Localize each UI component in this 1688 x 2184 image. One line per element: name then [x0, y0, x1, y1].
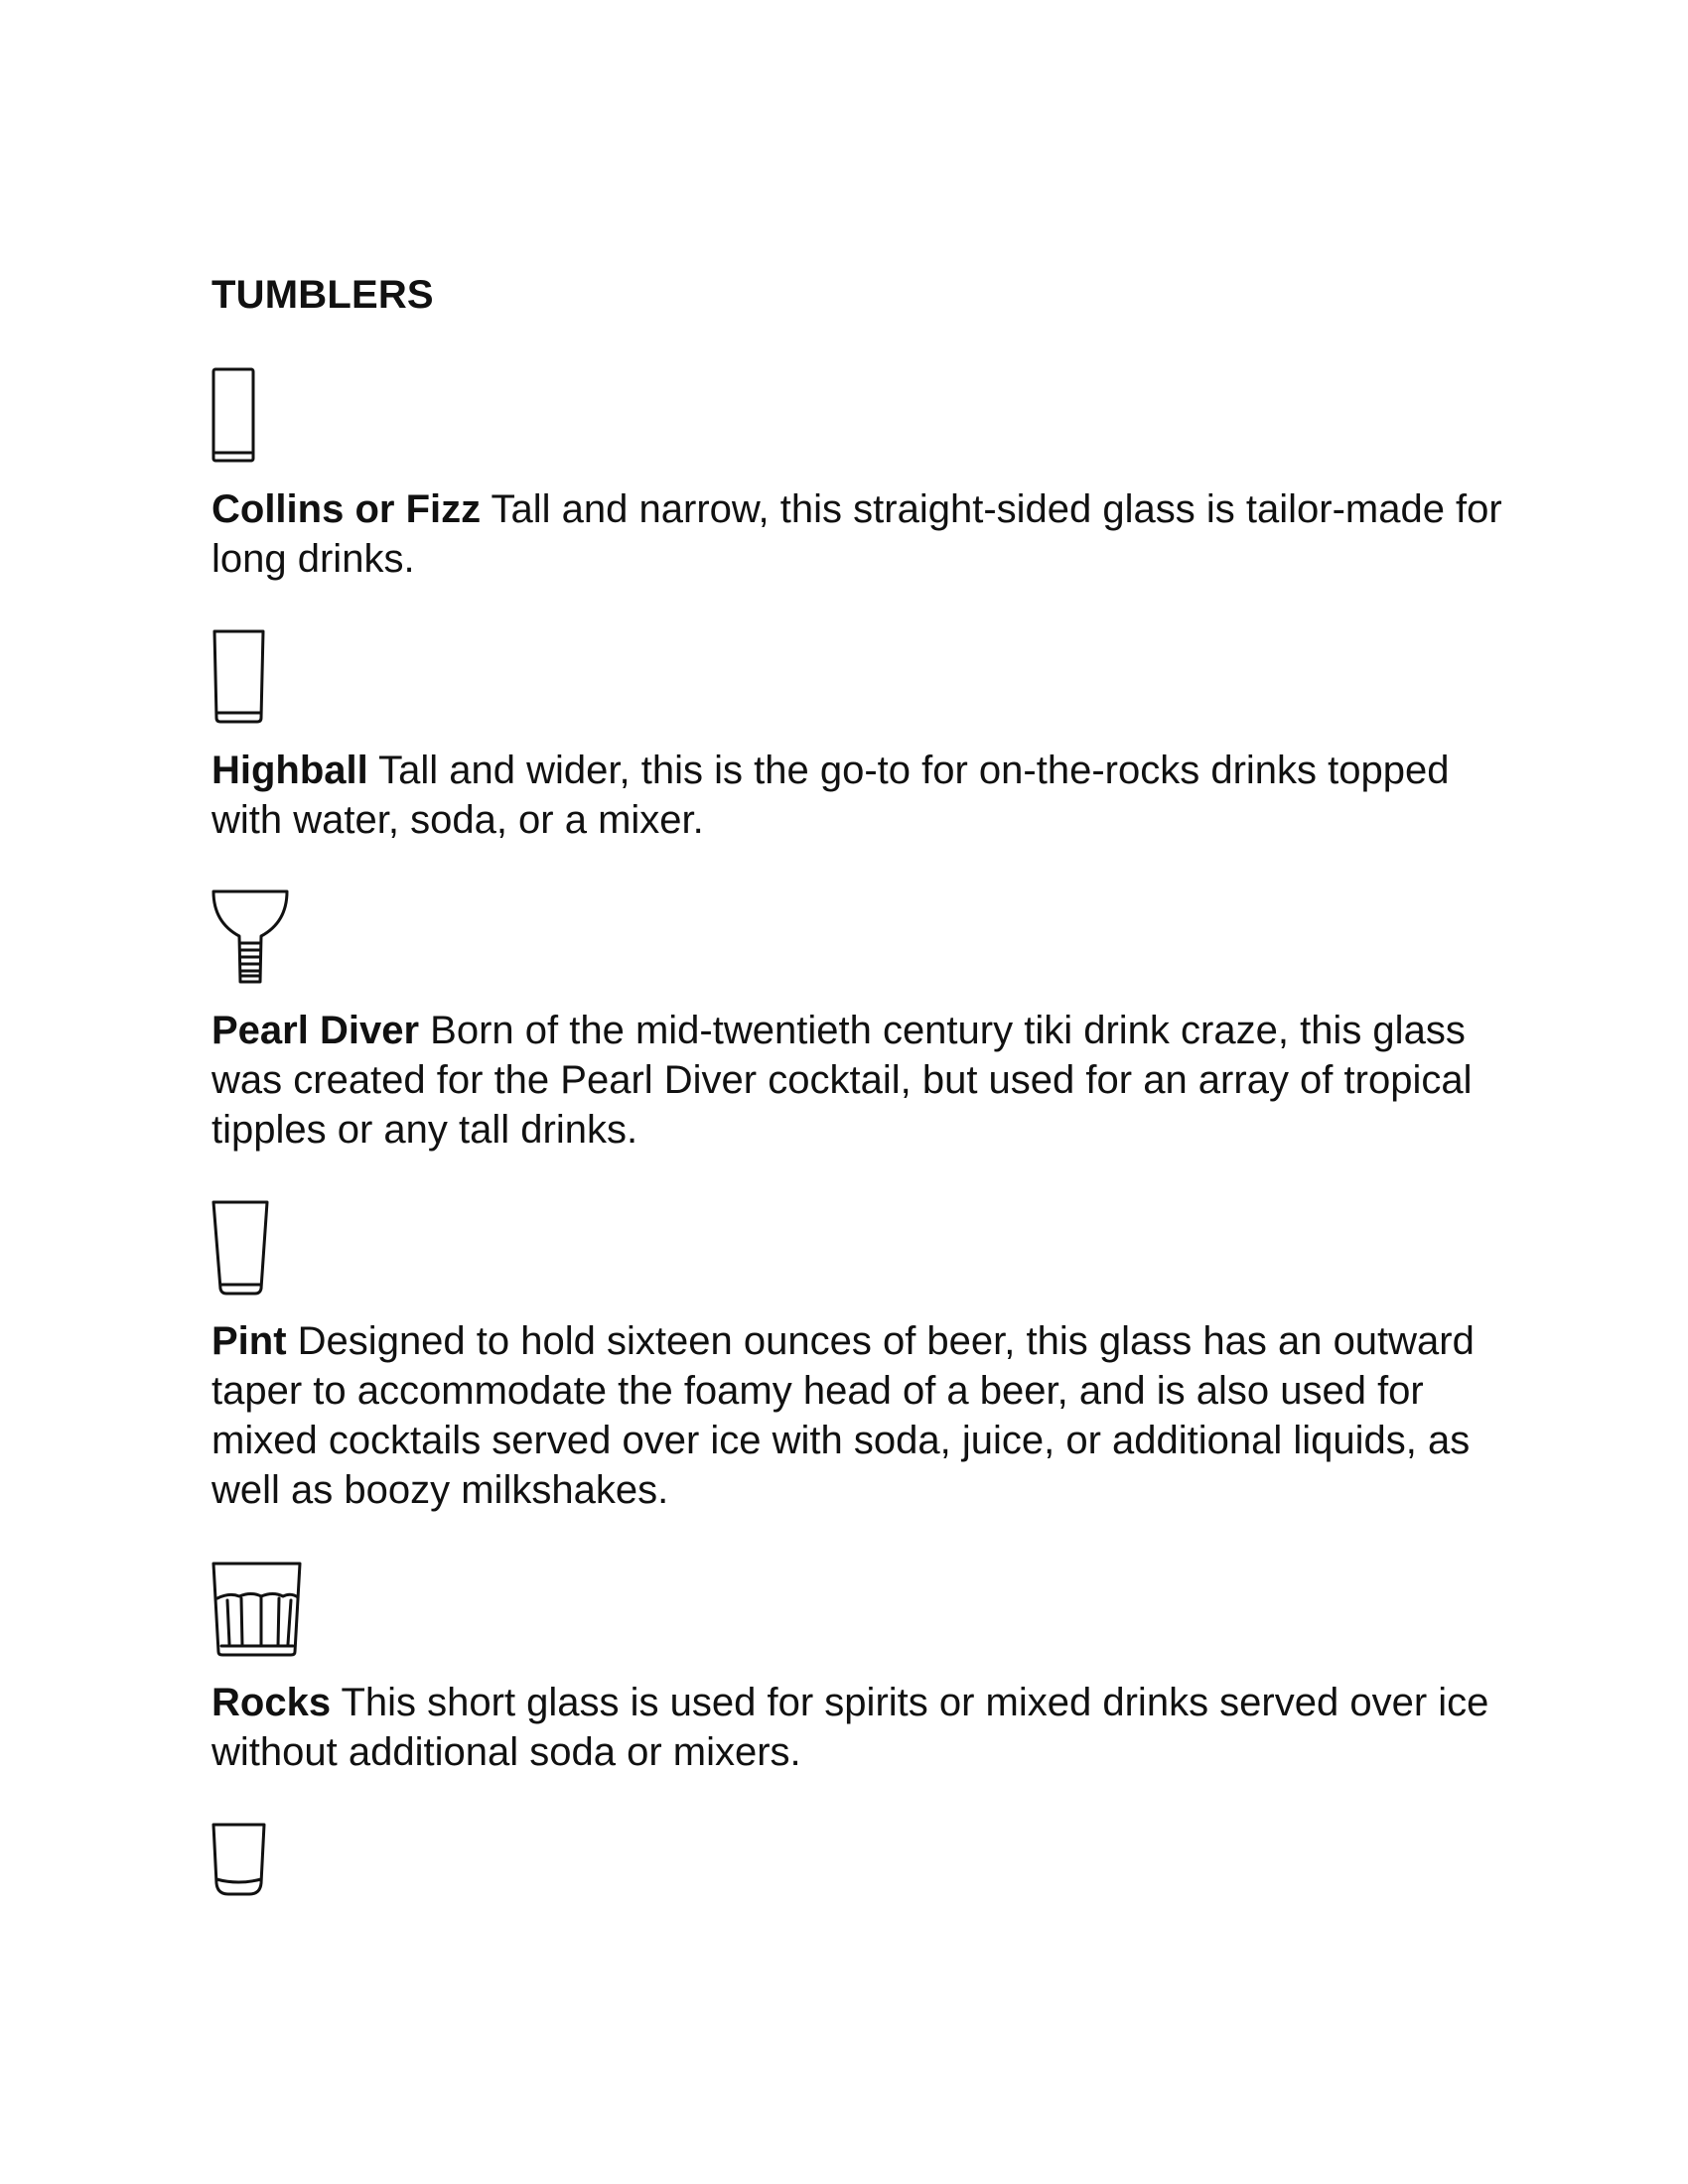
- glass-text: Tall and narrow, this straight-sided glass is tailor-made for long drinks.: [211, 487, 1502, 581]
- glass-text: This short glass is used for spirits or mixed drinks served over ice without additional soda or mixers.: [211, 1681, 1489, 1774]
- glass-text: Designed to hold sixteen ounces of beer, this glass has an outward taper to accommodate the foamy head of a beer, and is also used for mixed cocktails served over ice with soda, juice, or additional liquids, as well as boozy milkshakes.: [211, 1319, 1475, 1512]
- section-title: TUMBLERS: [211, 273, 434, 317]
- entry-collins: [211, 367, 1502, 584]
- entry-description: [211, 746, 1502, 845]
- glass-text: Tall and wider, this is the go-to for on-the-rocks drinks topped with water, soda, or a mixer.: [211, 749, 1450, 842]
- entry-pint: [211, 1199, 1502, 1515]
- highball-glass-icon: [211, 628, 271, 728]
- entry-description: [211, 1678, 1502, 1777]
- glass-name: Pint: [211, 1319, 287, 1363]
- collins-glass-icon: [211, 367, 261, 467]
- pint-glass-icon: [211, 1199, 276, 1298]
- glass-name: Rocks: [211, 1681, 332, 1724]
- entry-description: [211, 484, 1502, 584]
- pearl-diver-glass-icon: [211, 888, 291, 988]
- glass-name: Highball: [211, 749, 368, 792]
- entry-pearl-diver: [211, 888, 1502, 1155]
- short-glass-icon: [211, 1822, 271, 1901]
- entry-short-glass: [211, 1822, 1502, 1901]
- glass-name: Collins or Fizz: [211, 487, 482, 531]
- entry-description: [211, 1006, 1502, 1155]
- entry-rocks: [211, 1561, 1502, 1777]
- glass-name: Pearl Diver: [211, 1009, 420, 1052]
- entry-description: [211, 1316, 1502, 1515]
- glass-text: Born of the mid-twentieth century tiki drink craze, this glass was created for the Pearl Diver cocktail, but used for an array of tropical tipples or any tall drinks.: [211, 1009, 1473, 1152]
- rocks-glass-icon: [211, 1561, 306, 1660]
- entry-highball: [211, 628, 1502, 845]
